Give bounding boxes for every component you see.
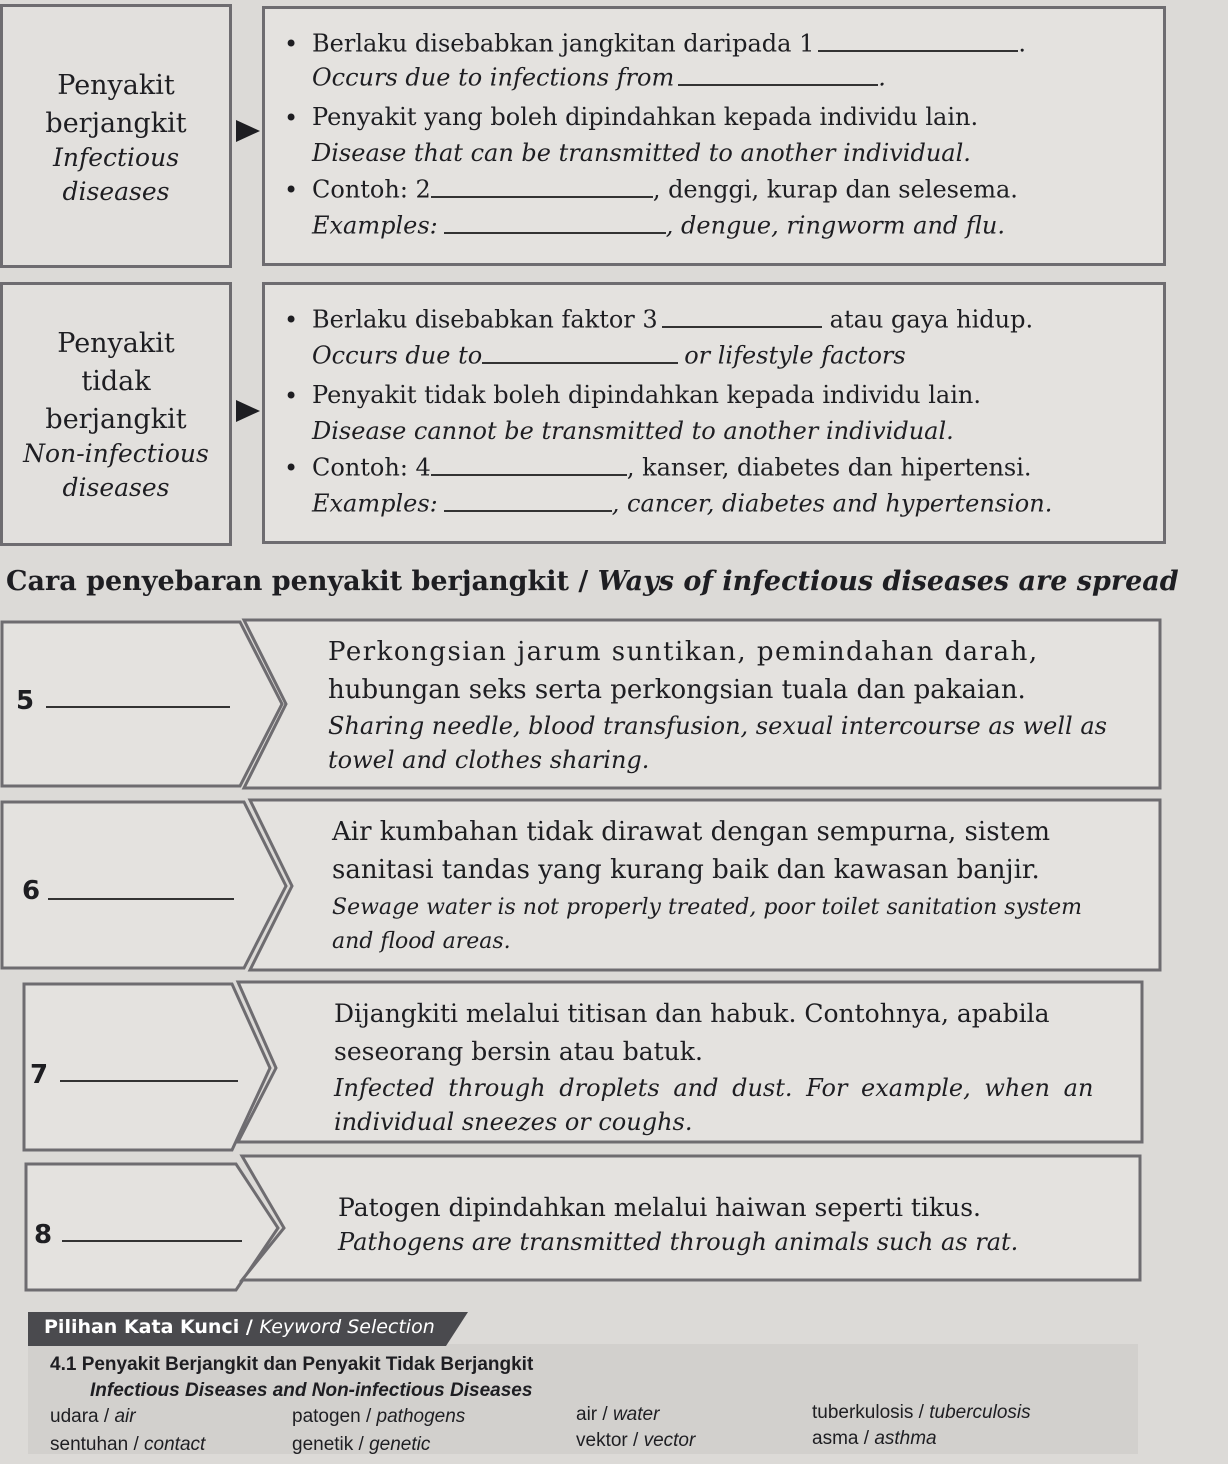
- infectious-example-ms-pre: Contoh: 2: [312, 175, 431, 204]
- way-7-ms-2: seseorang bersin atau batuk.: [334, 1037, 703, 1066]
- bullet-icon: •: [284, 306, 299, 334]
- noninfectious-example-en-post: , cancer, diabetes and hypertension.: [611, 489, 1053, 518]
- way-5-number: 5: [16, 686, 35, 716]
- keyword-patogen[interactable]: patogen / pathogens: [292, 1406, 466, 1427]
- infectious-cause-en: Occurs due to infections from: [312, 63, 675, 92]
- infectious-label-en-1: Infectious: [52, 143, 180, 172]
- way-8-en-1: Pathogens are transmitted through animals such as rat.: [338, 1228, 1019, 1256]
- way-7-ms-1: Dijangkiti melalui titisan dan habuk. Contohnya, apabila: [334, 999, 1050, 1028]
- way-5-en-1: Sharing needle, blood transfusion, sexual intercourse as well as: [328, 712, 1107, 740]
- way-6-ms-1: Air kumbahan tidak dirawat dengan sempurna, sistem: [332, 817, 1051, 847]
- way-5-en-2: towel and clothes sharing.: [328, 746, 650, 774]
- infectious-cause-ms: Berlaku disebabkan jangkitan daripada 1: [312, 29, 815, 58]
- way-6-number: 6: [22, 876, 41, 906]
- bullet-icon: •: [284, 382, 299, 410]
- keyword-vektor[interactable]: vektor / vector: [576, 1430, 696, 1451]
- keyword-genetik[interactable]: genetik / genetic: [292, 1434, 431, 1455]
- keyword-tab-en: Keyword Selection: [259, 1316, 435, 1338]
- way-6-en-2: and flood areas.: [332, 929, 511, 954]
- blank-8[interactable]: [62, 1226, 242, 1242]
- way-7-en-1: Infected through droplets and dust. For example, when an: [334, 1074, 1094, 1102]
- infectious-transmit-en: Disease that can be transmitted to another individual.: [312, 139, 971, 167]
- blank-6[interactable]: [48, 884, 234, 900]
- noninfectious-label-en-2: diseases: [62, 473, 170, 502]
- keyword-sentuhan[interactable]: sentuhan / contact: [50, 1434, 206, 1455]
- bullet-icon: •: [284, 104, 299, 132]
- blank-5[interactable]: [46, 692, 230, 708]
- way-8-number: 8: [34, 1220, 53, 1250]
- noninfectious-example-ms-pre: Contoh: 4: [312, 453, 431, 482]
- ways-title-en: Ways of infectious diseases are spread: [597, 566, 1179, 597]
- noninfectious-label-ms-1: Penyakit: [57, 328, 175, 359]
- infectious-example-en-post: , dengue, ringworm and flu.: [665, 211, 1005, 240]
- keyword-tuberkulosis[interactable]: tuberkulosis / tuberculosis: [812, 1402, 1031, 1423]
- keyword-asma[interactable]: asma / asthma: [812, 1428, 937, 1449]
- infectious-label-ms-2: berjangkit: [45, 108, 187, 139]
- noninfectious-cause-ms-pre: Berlaku disebabkan faktor 3: [312, 305, 658, 334]
- way-7-number: 7: [30, 1060, 49, 1090]
- way-8-ms-1: Patogen dipindahkan melalui haiwan seperti tikus.: [338, 1193, 981, 1222]
- noninfectious-transmit-en: Disease cannot be transmitted to another individual.: [312, 417, 954, 445]
- keyword-tab-title: [44, 1316, 435, 1338]
- infectious-example-ms-post: , denggi, kurap dan selesema.: [652, 175, 1018, 204]
- keyword-tab-ms: Pilihan Kata Kunci /: [44, 1316, 260, 1338]
- noninfectious-cause-en-pre: Occurs due to: [312, 341, 483, 370]
- infectious-example-en-pre: Examples:: [312, 211, 438, 240]
- way-6-ms-2: sanitasi tandas yang kurang baik dan kawasan banjir.: [332, 855, 1040, 885]
- infectious-transmit-ms: Penyakit yang boleh dipindahkan kepada individu lain.: [312, 103, 979, 131]
- bullet-icon: •: [284, 176, 299, 204]
- noninfectious-transmit-ms: Penyakit tidak boleh dipindahkan kepada individu lain.: [312, 381, 981, 409]
- bullet-icon: •: [284, 30, 299, 58]
- way-7-en-2: individual sneezes or coughs.: [334, 1108, 693, 1136]
- bullet-icon: •: [284, 454, 299, 482]
- noninfectious-label-en-1: Non-infectious: [23, 439, 209, 468]
- keyword-heading-ms: 4.1 Penyakit Berjangkit dan Penyakit Tidak Berjangkit: [50, 1354, 534, 1375]
- noninfectious-example-ms-post: , kanser, diabetes dan hipertensi.: [626, 453, 1032, 482]
- noninfectious-label-ms-2: tidak: [81, 366, 151, 397]
- keyword-heading-en: Infectious Diseases and Non-infectious Diseases: [90, 1380, 533, 1401]
- noninfectious-label-ms-3: berjangkit: [45, 404, 187, 435]
- infectious-label-en-2: diseases: [62, 177, 170, 206]
- ways-title-ms: Cara penyebaran penyakit berjangkit /: [6, 566, 598, 597]
- blank-7[interactable]: [60, 1066, 238, 1082]
- infectious-label-ms-1: Penyakit: [57, 70, 175, 101]
- noninfectious-cause-ms-post: atau gaya hidup.: [829, 305, 1034, 334]
- way-6-en-1: Sewage water is not properly treated, poor toilet sanitation system: [332, 895, 1083, 920]
- noninfectious-example-en-pre: Examples:: [312, 489, 438, 518]
- keyword-air[interactable]: air / water: [576, 1404, 660, 1425]
- noninfectious-cause-en-post: or lifestyle factors: [684, 341, 906, 370]
- keyword-udara[interactable]: udara / air: [50, 1406, 136, 1427]
- way-5-ms-1: Perkongsian jarum suntikan, pemindahan darah,: [328, 637, 1039, 667]
- way-5-ms-2: hubungan seks serta perkongsian tuala dan pakaian.: [328, 675, 1026, 705]
